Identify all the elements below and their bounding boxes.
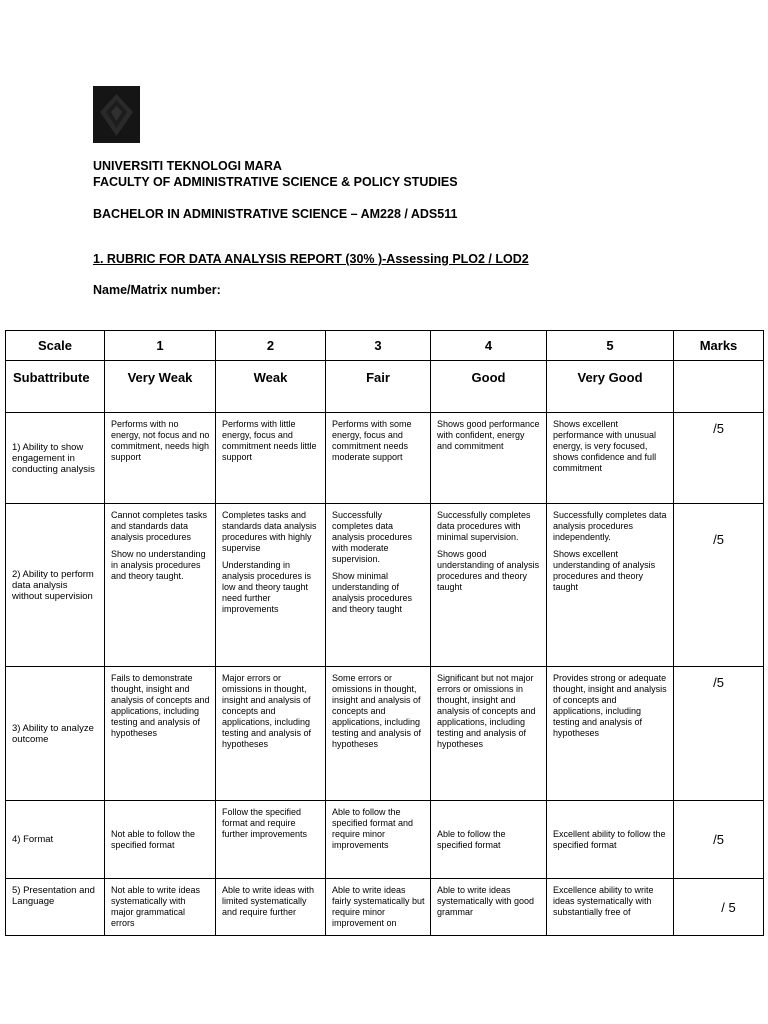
marks-header: Marks (674, 331, 764, 361)
logo-emblem (93, 86, 140, 143)
criteria-text: Successfully completes data analysis procedures independently. (553, 510, 667, 542)
attribute-label: 2) Ability to perform data analysis without supervision (6, 504, 105, 667)
university-name: UNIVERSITI TEKNOLOGI MARA (93, 159, 282, 173)
criteria-text: Able to write ideas fairly systematically but require minor improvement on (332, 885, 425, 928)
scale-3: 3 (326, 331, 431, 361)
criteria-text: Provides strong or adequate thought, insight and analysis of concepts and applications, including testing and analysis of hypotheses (553, 673, 667, 738)
criteria-cell (105, 413, 216, 504)
criteria-text: Shows good understanding of analysis procedures and theory taught (437, 549, 540, 592)
criteria-text: Excellence ability to write ideas systematically with substantially free of (553, 885, 654, 917)
attribute-label: 1) Ability to show engagement in conducting analysis (6, 413, 105, 504)
scale-1: 1 (105, 331, 216, 361)
criteria-text: Successfully completes data analysis procedures with moderate supervision. (332, 510, 413, 564)
scale-label: Scale (6, 331, 105, 361)
attribute-label: 3) Ability to analyze outcome (6, 667, 105, 801)
criteria-text: Not able to follow the specified format (111, 828, 196, 850)
marks-cell: /5 (674, 667, 764, 801)
criteria-text: Shows good performance with confident, energy and commitment (437, 419, 540, 451)
criteria-cell (326, 504, 431, 667)
criteria-text: Able to write ideas with limited systematically and require further (222, 885, 315, 917)
level-very-weak: Very Weak (105, 361, 216, 413)
criteria-cell (431, 413, 547, 504)
criteria-text: Shows excellent understanding of analysis procedures and theory taught (553, 549, 656, 592)
criteria-text: Significant but not major errors or omissions in thought, insight and analysis of concepts and applications, including testing and analysis of hypotheses (437, 673, 536, 749)
criteria-cell (431, 879, 547, 936)
criteria-cell (547, 879, 674, 936)
criteria-cell (326, 413, 431, 504)
criteria-cell (216, 667, 326, 801)
criteria-text: Show no understanding in analysis procedures (111, 549, 206, 570)
criteria-text: Successfully completes data procedures with minimal supervision. (437, 510, 531, 542)
criteria-cell (547, 504, 674, 667)
criteria-text: Able to write ideas systematically with good grammar (437, 885, 535, 917)
attribute-label: 4) Format (6, 801, 105, 879)
criteria-text: Major errors or omissions in thought, insight and analysis of concepts and applications, including testing and analysis of hypotheses (222, 673, 312, 749)
criteria-cell (547, 667, 674, 801)
criteria-cell (547, 801, 674, 879)
rubric-title: 1. RUBRIC FOR DATA ANALYSIS REPORT (30% )-Assessing PLO2 / LOD2 (93, 252, 529, 266)
rubric-table (5, 330, 764, 936)
scale-row (6, 331, 764, 361)
subattribute-label: Subattribute (6, 361, 105, 413)
criteria-text: Able to follow the specified format (437, 828, 506, 850)
criteria-text: Fails to demonstrate thought, insight and analysis of concepts and applications, including testing and analysis of hypotheses (111, 673, 210, 738)
level-very-good: Very Good (547, 361, 674, 413)
criteria-cell (105, 801, 216, 879)
criteria-text: Cannot completes tasks and standards data analysis procedures (111, 510, 208, 542)
criteria-text: Performs with some energy, focus and commitment needs moderate support (332, 419, 412, 462)
criteria-cell (326, 879, 431, 936)
criteria-cell (216, 504, 326, 667)
criteria-cell (105, 879, 216, 936)
level-weak: Weak (216, 361, 326, 413)
rubric-row (6, 879, 764, 936)
criteria-text: Able to follow the specified format and require minor improvements (332, 807, 414, 850)
rubric-row (6, 504, 764, 667)
marks-cell: /5 (674, 413, 764, 504)
marks-cell: /5 (674, 801, 764, 879)
faculty-name: FACULTY OF ADMINISTRATIVE SCIENCE & POLICY STUDIES (93, 175, 458, 189)
criteria-cell (216, 801, 326, 879)
criteria-cell (326, 667, 431, 801)
criteria-text: Completes tasks and standards data analysis procedures with highly supervise (222, 510, 317, 553)
criteria-text: Show minimal understanding of analysis procedures and theory taught (332, 571, 413, 614)
criteria-cell (547, 413, 674, 504)
criteria-text: Shows excellent performance with unusual energy, is very focused, shows confidence and full commitment (553, 419, 657, 473)
level-good: Good (431, 361, 547, 413)
marks-cell: /5 (674, 504, 764, 667)
criteria-cell (431, 667, 547, 801)
criteria-text: Understanding in analysis procedures is low and theory taught need further improvements (222, 560, 312, 614)
criteria-text: Performs with no energy, not focus and no commitment, needs high support (111, 419, 210, 462)
criteria-cell (105, 504, 216, 667)
scale-4: 4 (431, 331, 547, 361)
scale-5: 5 (547, 331, 674, 361)
criteria-text: and theory taught. (111, 571, 184, 581)
criteria-cell (431, 801, 547, 879)
attribute-label: 5) Presentation and Language (6, 879, 105, 936)
rubric-row (6, 413, 764, 504)
criteria-cell (326, 801, 431, 879)
marks-blank-cell (674, 361, 764, 413)
criteria-cell (105, 667, 216, 801)
marks-cell: / 5 (674, 879, 764, 936)
program-name: BACHELOR IN ADMINISTRATIVE SCIENCE – AM228 / ADS511 (93, 207, 458, 221)
criteria-text: Follow the specified format and require further improvements (222, 807, 308, 839)
rubric-row (6, 801, 764, 879)
level-row (6, 361, 764, 413)
criteria-text: Some errors or omissions in thought, insight and analysis of concepts and applications, including testing and analysis of hypotheses (332, 673, 422, 749)
rubric-row (6, 667, 764, 801)
criteria-cell (431, 504, 547, 667)
level-fair: Fair (326, 361, 431, 413)
criteria-text: Excellent ability to follow the specified format (553, 828, 666, 850)
criteria-text: Performs with little energy, focus and commitment needs little support (222, 419, 317, 462)
scale-2: 2 (216, 331, 326, 361)
criteria-cell (216, 413, 326, 504)
criteria-cell (216, 879, 326, 936)
name-matrix-label: Name/Matrix number: (93, 283, 221, 297)
criteria-text: Not able to write ideas systematically with major grammatical errors (111, 885, 201, 928)
university-logo (93, 86, 140, 143)
